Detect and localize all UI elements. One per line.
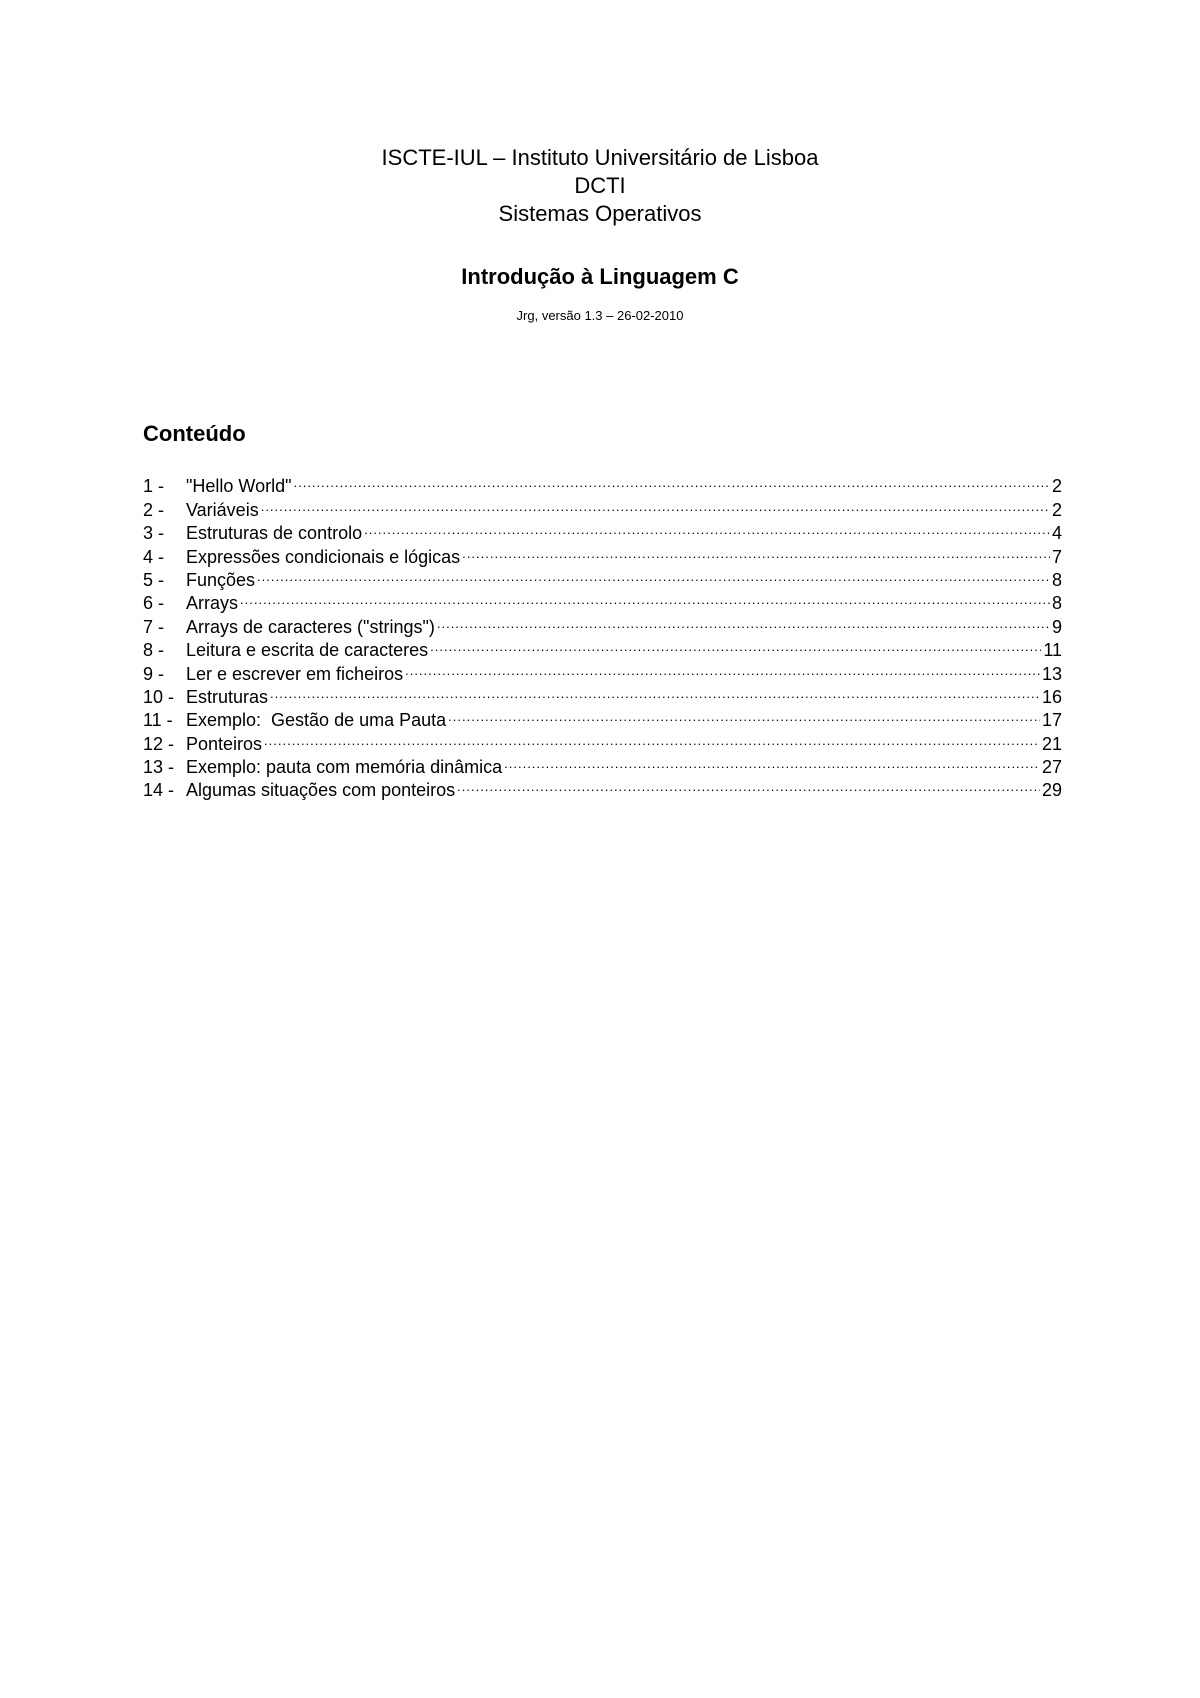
toc-entry-page: 11 (1043, 640, 1062, 661)
toc-entry[interactable] (143, 750, 1062, 778)
toc-dot-leader (462, 539, 1050, 562)
toc-entry-title: Arrays de caracteres ("strings") (186, 616, 435, 637)
toc-entry-title: Estruturas (186, 686, 269, 707)
toc-entry[interactable] (143, 563, 1062, 590)
toc-entry-page: 29 (1041, 780, 1062, 801)
toc-dot-leader (504, 750, 1040, 773)
toc-dot-leader (261, 492, 1050, 515)
toc-entry-number: 1 - (143, 476, 165, 497)
toc-entry-title: Funções (186, 569, 256, 590)
toc-entry[interactable] (143, 609, 1062, 637)
toc-heading: Conteúdo (143, 421, 246, 446)
toc-entry-page: 8 (1051, 593, 1062, 614)
toc-entry-title: Ponteiros (186, 733, 263, 754)
toc-entry-page: 7 (1051, 546, 1062, 567)
table-of-contents (143, 469, 1062, 801)
course-name: Sistemas Operativos (498, 201, 702, 226)
toc-entry-page: 9 (1051, 616, 1062, 637)
document-version: Jrg, versão 1.3 – 26-02-2010 (516, 308, 684, 323)
toc-entry-page: 21 (1041, 733, 1062, 754)
toc-entry-number: 11 - (143, 710, 173, 731)
toc-entry[interactable] (143, 703, 1062, 731)
document-title: Introdução à Linguagem C (461, 264, 739, 289)
toc-dot-leader (270, 680, 1040, 703)
toc-entry-number: 4 - (143, 546, 165, 567)
toc-entry-title: Ler e escrever em ficheiros (186, 663, 404, 684)
toc-entry-title: "Hello World" (186, 476, 292, 497)
toc-entry[interactable] (143, 726, 1062, 754)
toc-entry-number: 10 - (143, 686, 175, 707)
toc-dot-leader (457, 773, 1040, 796)
toc-entry-page: 4 (1051, 523, 1062, 544)
toc-entry-number: 7 - (143, 616, 165, 637)
toc-entry-title: Arrays (186, 593, 239, 614)
toc-entry[interactable] (143, 586, 1062, 614)
toc-dot-leader (264, 726, 1040, 749)
toc-entry-number: 2 - (143, 499, 165, 520)
toc-entry[interactable] (143, 469, 1062, 497)
toc-dot-leader (430, 633, 1041, 656)
toc-entry-number: 14 - (143, 780, 175, 801)
toc-entry-page: 27 (1041, 757, 1062, 778)
institution-name: ISCTE-IUL – Instituto Universitário de Lisboa (381, 145, 819, 170)
toc-entry[interactable] (143, 516, 1062, 544)
toc-dot-leader (364, 516, 1050, 539)
toc-entry-number: 5 - (143, 569, 165, 590)
toc-entry-title: Leitura e escrita de caracteres (186, 640, 429, 661)
department-name: DCTI (574, 173, 626, 198)
toc-entry-number: 9 - (143, 663, 165, 684)
toc-entry-title: Variáveis (186, 499, 259, 520)
toc-entry-page: 2 (1051, 499, 1062, 520)
toc-dot-leader (448, 703, 1040, 726)
toc-entry[interactable] (143, 492, 1062, 520)
toc-entry-number: 12 - (143, 733, 175, 754)
toc-entry-title: Exemplo: Gestão de uma Pauta (186, 710, 447, 731)
toc-entry-page: 17 (1041, 710, 1062, 731)
toc-entry[interactable] (143, 680, 1062, 707)
toc-entry-page: 2 (1051, 476, 1062, 497)
toc-entry-number: 13 - (143, 757, 175, 778)
toc-dot-leader (257, 563, 1050, 586)
toc-entry-title: Expressões condicionais e lógicas (186, 546, 461, 567)
toc-entry-page: 8 (1051, 569, 1062, 590)
toc-entry-page: 16 (1041, 686, 1062, 707)
toc-entry-title: Estruturas de controlo (186, 523, 363, 544)
toc-entry-number: 3 - (143, 523, 165, 544)
toc-entry-page: 13 (1041, 663, 1062, 684)
toc-dot-leader (437, 609, 1050, 632)
toc-entry-title: Algumas situações com ponteiros (186, 780, 456, 801)
toc-entry-number: 6 - (143, 593, 165, 614)
toc-entry-title: Exemplo: pauta com memória dinâmica (186, 757, 503, 778)
toc-dot-leader (293, 469, 1050, 492)
toc-entry-number: 8 - (143, 640, 165, 661)
document-header (0, 144, 1200, 228)
toc-dot-leader (405, 656, 1040, 679)
toc-dot-leader (240, 586, 1050, 609)
